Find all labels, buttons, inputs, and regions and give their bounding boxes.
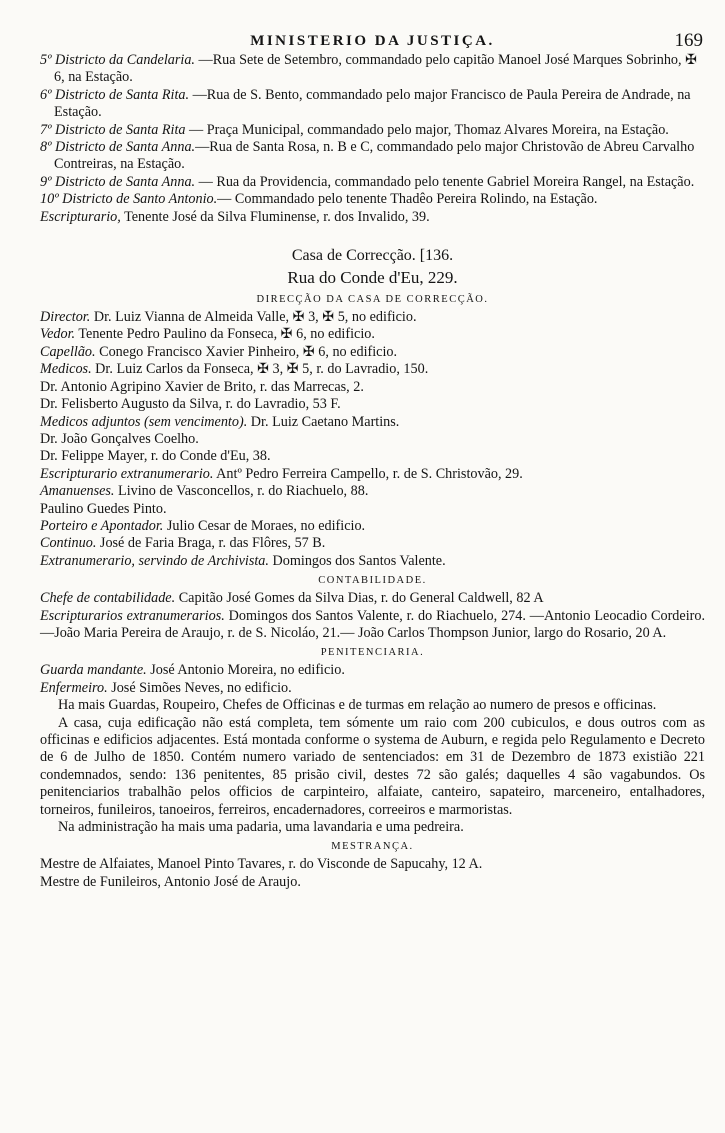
entry-text: José Antonio Moreira, no edificio. <box>146 662 345 679</box>
contabilidade-entry <box>40 608 705 643</box>
district-number: 10º <box>40 191 59 208</box>
entry-label: Escripturarios extranumerarios. <box>40 607 225 624</box>
entry-label: Chefe de contabilidade. <box>40 590 176 607</box>
staff-entry <box>40 326 705 343</box>
mestranca-list <box>40 856 705 891</box>
district-text: — Commandado pelo tenente Thadêo Pereira Rolindo, na Estação. <box>217 191 598 208</box>
mestranca-entry: Mestre de Funileiros, Antonio José de Araujo. <box>40 873 301 890</box>
district-number: 9º <box>40 173 52 190</box>
entry-label: Extranumerario, servindo de Archivista. <box>40 552 269 569</box>
escripturario-entry <box>40 209 705 226</box>
district-text: — Rua da Providencia, commandado pelo tenente Gabriel Moreira Rangel, na Estação. <box>195 173 695 190</box>
entry-label: Porteiro e Apontador. <box>40 517 164 534</box>
entry-text: Dr. Luiz Carlos da Fonseca, ✠ 3, ✠ 5, r. do Lavradio, 150. <box>91 361 429 378</box>
running-title: MINISTERIO DA JUSTIÇA. <box>250 33 495 49</box>
contabilidade-list <box>40 590 705 642</box>
entry-text: Tenente José da Silva Fluminense, r. dos Invalido, 39. <box>120 208 430 225</box>
district-entry <box>40 122 705 139</box>
entry-text: Dr. Antonio Agripino Xavier de Brito, r. das Marrecas, 2. <box>40 378 364 395</box>
staff-entry <box>40 396 705 413</box>
district-text: — Praça Municipal, commandado pelo major, Thomaz Alvares Moreira, na Estação. <box>185 121 669 138</box>
penitenciaria-section <box>40 662 705 836</box>
penitenciaria-entry <box>40 662 705 679</box>
district-name: Districto de Santo Antonio. <box>62 191 218 208</box>
staff-entry <box>40 466 705 483</box>
district-name: Districto de Santa Anna. <box>55 173 196 190</box>
staff-entry <box>40 379 705 396</box>
district-name: Districto da Candelaria. <box>55 52 195 68</box>
district-name: Districto de Santa Anna. <box>55 139 196 156</box>
entry-label: Guarda mandante. <box>40 662 147 679</box>
district-list <box>40 52 705 226</box>
staff-entry <box>40 361 705 378</box>
mestranca-heading: MESTRANÇA. <box>331 841 414 853</box>
entry-label: Escripturario extranumerario. <box>40 465 214 482</box>
district-entry <box>40 52 705 87</box>
district-name: Districto de Santa Rita <box>55 121 186 138</box>
entry-label: Continuo. <box>40 535 97 552</box>
staff-entry <box>40 448 705 465</box>
page-header <box>40 30 705 52</box>
entry-label: Medicos adjuntos (sem vencimento). <box>40 413 248 430</box>
contabilidade-entry <box>40 590 705 607</box>
district-text: —Rua de S. Bento, commandado pelo major Francisco de Paula Pereira de Andrade, na Estação. <box>54 86 691 121</box>
entry-text: Antº Pedro Ferreira Campello, r. de S. Christovão, 29. <box>213 465 523 482</box>
staff-entry <box>40 414 705 431</box>
staff-entry <box>40 501 705 518</box>
section-title: Casa de Correcção. [136. <box>291 247 454 265</box>
paragraph: Ha mais Guardas, Roupeiro, Chefes de Officinas e de turmas em relação ao numero de presos e officinas. <box>58 697 657 714</box>
entry-text: Tenente Pedro Paulino da Fonseca, ✠ 6, no edificio. <box>75 326 375 343</box>
entry-text: Conego Francisco Xavier Pinheiro, ✠ 6, no edificio. <box>95 343 398 360</box>
direccao-heading: DIRECÇÃO DA CASA DE CORRECÇÃO. <box>256 294 489 306</box>
entry-label: Director. <box>40 309 91 326</box>
staff-entry <box>40 483 705 500</box>
district-entry <box>40 87 705 122</box>
staff-entry <box>40 553 705 570</box>
entry-text: Dr. Felisberto Augusto da Silva, r. do Lavradio, 53 F. <box>40 396 341 413</box>
district-name: Districto de Santa Rita. <box>55 86 190 103</box>
district-entry <box>40 191 705 208</box>
district-number: 7º <box>40 121 52 138</box>
paragraph: Na administração ha mais uma padaria, uma lavandaria e uma pedreira. <box>58 819 464 836</box>
district-entry <box>40 139 705 174</box>
staff-entry <box>40 309 705 326</box>
penitenciaria-heading: PENITENCIARIA. <box>320 647 425 659</box>
district-text: —Rua Sete de Setembro, commandado pelo capitão Manoel José Marques Sobrinho, ✠ 6, na Estação. <box>54 52 698 86</box>
district-entry <box>40 174 705 191</box>
page-number: 169 <box>674 30 703 51</box>
staff-entry <box>40 518 705 535</box>
penitenciaria-entry <box>40 680 705 697</box>
entry-text: Dr. Luiz Caetano Martins. <box>247 413 400 430</box>
staff-entry <box>40 535 705 552</box>
entry-label: Capellão. <box>40 343 96 360</box>
paragraph: A casa, cuja edificação não está completa, tem sómente um raio com 200 cubiculos, e dous outros com as officinas e edificios adjacentes. Está montada conforme o systema de Auburn, e regida pelo Regulamento e Decreto de 6 de Julho de 1850. Contém numero variado de sentenciados: em 31 de Dezembro de 1873 existião 221 condemnados, sendo: 136 penitentes, 85 prisão civil, destes 72 são galés; daquelles 4 são vagabundos. Os penitenciarios trabalhão pelos officios de carpinteiro, alfaiate, canteiro, sapateiro, marceneiro, entalhadores, torneiros, funileiros, tanoeiros, ferreiros, encadernadores, correeiros e marmoristas. <box>40 714 705 818</box>
entry-text: Capitão José Gomes da Silva Dias, r. do General Caldwell, 82 A <box>175 590 544 607</box>
entry-text: Dr. Luiz Vianna de Almeida Valle, ✠ 3, ✠ 5, no edificio. <box>90 309 417 326</box>
entry-text: José Simões Neves, no edificio. <box>107 679 292 696</box>
mestranca-entry: Mestre de Alfaiates, Manoel Pinto Tavares, r. do Visconde de Sapucahy, 12 A. <box>40 856 483 873</box>
entry-text: Dr. Felippe Mayer, r. do Conde d'Eu, 38. <box>40 448 271 465</box>
entry-text: José de Faria Braga, r. das Flôres, 57 B. <box>96 535 326 552</box>
entry-label: Medicos. <box>40 361 92 378</box>
entry-text: Paulino Guedes Pinto. <box>40 500 167 517</box>
district-text: —Rua de Santa Rosa, n. B e C, commandado pelo major Christovão de Abreu Carvalho Contreiras, na Estação. <box>54 139 695 173</box>
entry-label: Vedor. <box>40 326 76 343</box>
staff-entry <box>40 431 705 448</box>
entry-text: Domingos dos Santos Valente, r. do Riachuelo, 274. —Antonio Leocadio Cordeiro. —João Maria Pereira de Araujo, r. de S. Nicoláo, 21.— João Carlos Thompson Junior, largo do Rosario, 20 A. <box>40 607 705 641</box>
section-address: Rua do Conde d'Eu, 229. <box>287 268 458 288</box>
entry-text: Domingos dos Santos Valente. <box>268 552 446 569</box>
entry-label: Escripturario, <box>40 208 121 225</box>
entry-text: Dr. João Gonçalves Coelho. <box>40 430 199 447</box>
entry-text: Julio Cesar de Moraes, no edificio. <box>163 517 366 534</box>
contabilidade-heading: CONTABILIDADE. <box>318 575 427 587</box>
entry-label: Enfermeiro. <box>40 679 108 696</box>
staff-entry <box>40 344 705 361</box>
district-number: 8º <box>40 139 52 156</box>
entry-text: Livino de Vasconcellos, r. do Riachuelo, 88. <box>114 483 369 500</box>
district-number: 5º <box>40 52 52 68</box>
entry-label: Amanuenses. <box>40 483 115 500</box>
district-number: 6º <box>40 86 52 103</box>
staff-list <box>40 309 705 570</box>
